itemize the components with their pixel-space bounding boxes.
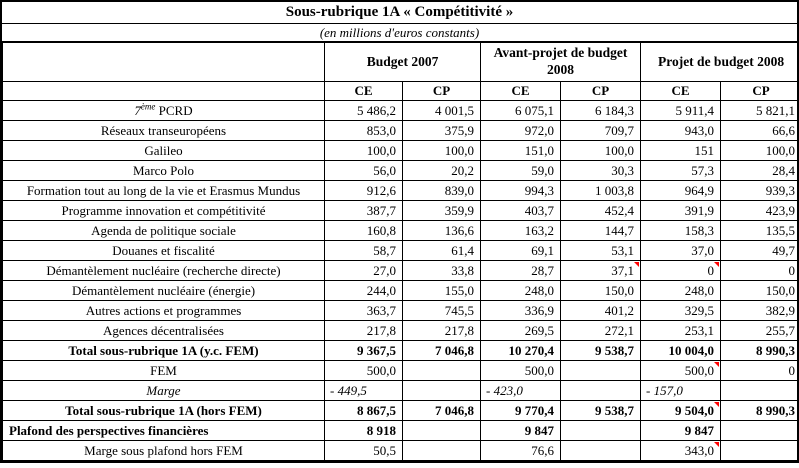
row-label: Programme innovation et compétitivité — [3, 201, 325, 221]
value-cell: - 157,0 — [641, 381, 721, 401]
value-cell: 9 538,7 — [561, 401, 641, 421]
value-cell: 0 — [641, 261, 721, 281]
value-cell: 9 847 — [481, 421, 561, 441]
value-cell — [561, 361, 641, 381]
value-cell — [403, 421, 481, 441]
value-cell: 7 046,8 — [403, 341, 481, 361]
row-label: Réseaux transeuropéens — [3, 121, 325, 141]
table-subtitle: (en millions d'euros constants) — [2, 24, 797, 42]
value-cell: 839,0 — [403, 181, 481, 201]
value-cell: 8 990,3 — [721, 401, 799, 421]
value-cell: 100,0 — [403, 141, 481, 161]
value-cell: 0 — [721, 261, 799, 281]
value-cell: 150,0 — [721, 281, 799, 301]
value-cell: 272,1 — [561, 321, 641, 341]
value-cell: 37,0 — [641, 241, 721, 261]
row-label: Galileo — [3, 141, 325, 161]
value-cell: 248,0 — [481, 281, 561, 301]
value-cell: 382,9 — [721, 301, 799, 321]
row-label: Marge sous plafond hors FEM — [3, 441, 325, 461]
value-cell: 100,0 — [721, 141, 799, 161]
value-cell: 253,1 — [641, 321, 721, 341]
table-row — [3, 261, 799, 281]
row-label: Formation tout au long de la vie et Erasmus Mundus — [3, 181, 325, 201]
value-cell: 66,6 — [721, 121, 799, 141]
value-cell — [561, 441, 641, 461]
row-label: Démantèlement nucléaire (recherche directe) — [3, 261, 325, 281]
value-cell: 160,8 — [325, 221, 403, 241]
value-cell: 28,4 — [721, 161, 799, 181]
table-row — [3, 321, 799, 341]
value-cell: 500,0 — [481, 361, 561, 381]
value-cell: 329,5 — [641, 301, 721, 321]
value-cell: 9 367,5 — [325, 341, 403, 361]
value-cell — [561, 421, 641, 441]
value-cell: 10 004,0 — [641, 341, 721, 361]
col-header-ce-budget: CE — [325, 82, 403, 101]
table-header — [3, 43, 799, 101]
value-cell: 217,8 — [325, 321, 403, 341]
value-cell: 964,9 — [641, 181, 721, 201]
row-label: Agences décentralisées — [3, 321, 325, 341]
table-row — [3, 381, 799, 401]
table-row — [3, 141, 799, 161]
value-cell: 135,5 — [721, 221, 799, 241]
table-row — [3, 301, 799, 321]
value-cell: 100,0 — [325, 141, 403, 161]
table-row — [3, 181, 799, 201]
value-cell — [721, 421, 799, 441]
value-cell: 912,6 — [325, 181, 403, 201]
value-cell: 58,7 — [325, 241, 403, 261]
value-cell: 20,2 — [403, 161, 481, 181]
value-cell: 151 — [641, 141, 721, 161]
value-cell — [403, 441, 481, 461]
value-cell — [403, 381, 481, 401]
value-cell: 6 184,3 — [561, 101, 641, 121]
value-cell: 343,0 — [641, 441, 721, 461]
value-cell: 76,6 — [481, 441, 561, 461]
table-body — [3, 101, 799, 461]
value-cell: 269,5 — [481, 321, 561, 341]
table-row — [3, 121, 799, 141]
value-cell: 8 918 — [325, 421, 403, 441]
value-cell: 336,9 — [481, 301, 561, 321]
value-cell: 1 003,8 — [561, 181, 641, 201]
value-cell: 853,0 — [325, 121, 403, 141]
corner-cell-2 — [3, 82, 325, 101]
value-cell: 57,3 — [641, 161, 721, 181]
value-cell: 375,9 — [403, 121, 481, 141]
value-cell: 745,5 — [403, 301, 481, 321]
value-cell: 10 270,4 — [481, 341, 561, 361]
value-cell: 452,4 — [561, 201, 641, 221]
col-header-ce-avant-projet: CE — [481, 82, 561, 101]
value-cell: 403,7 — [481, 201, 561, 221]
value-cell: 136,6 — [403, 221, 481, 241]
value-cell: 69,1 — [481, 241, 561, 261]
value-cell: 100,0 — [561, 141, 641, 161]
value-cell: 49,7 — [721, 241, 799, 261]
value-cell: 150,0 — [561, 281, 641, 301]
table-row — [3, 341, 799, 361]
value-cell: 972,0 — [481, 121, 561, 141]
col-header-cp-budget: CP — [403, 82, 481, 101]
value-cell: 9 504,0 — [641, 401, 721, 421]
value-cell: 391,9 — [641, 201, 721, 221]
table-row — [3, 421, 799, 441]
value-cell: 27,0 — [325, 261, 403, 281]
row-label: Total sous-rubrique 1A (hors FEM) — [3, 401, 325, 421]
value-cell: 500,0 — [641, 361, 721, 381]
row-label: Agenda de politique sociale — [3, 221, 325, 241]
budget-table — [2, 42, 799, 461]
value-cell: 53,1 — [561, 241, 641, 261]
value-cell: 217,8 — [403, 321, 481, 341]
value-cell: 4 001,5 — [403, 101, 481, 121]
table-row — [3, 441, 799, 461]
value-cell: 943,0 — [641, 121, 721, 141]
table-row — [3, 161, 799, 181]
value-cell: 7 046,8 — [403, 401, 481, 421]
value-cell: 9 538,7 — [561, 341, 641, 361]
value-cell: 5 911,4 — [641, 101, 721, 121]
corner-cell — [3, 43, 325, 82]
value-cell: 33,8 — [403, 261, 481, 281]
value-cell: 56,0 — [325, 161, 403, 181]
table-row — [3, 281, 799, 301]
table-row — [3, 241, 799, 261]
group-header-budget-2007: Budget 2007 — [325, 43, 481, 82]
value-cell: 5 486,2 — [325, 101, 403, 121]
row-label: 7ème PCRD — [3, 101, 325, 121]
value-cell: 994,3 — [481, 181, 561, 201]
value-cell: 709,7 — [561, 121, 641, 141]
table-row — [3, 101, 799, 121]
value-cell: 359,9 — [403, 201, 481, 221]
row-label: Autres actions et programmes — [3, 301, 325, 321]
value-cell: 0 — [721, 361, 799, 381]
col-header-cp-projet: CP — [721, 82, 799, 101]
header-group-row — [3, 43, 799, 82]
value-cell: 6 075,1 — [481, 101, 561, 121]
value-cell: 244,0 — [325, 281, 403, 301]
row-label: Marge — [3, 381, 325, 401]
value-cell: 401,2 — [561, 301, 641, 321]
value-cell: - 423,0 — [481, 381, 561, 401]
value-cell: 9 770,4 — [481, 401, 561, 421]
value-cell: 248,0 — [641, 281, 721, 301]
value-cell — [403, 361, 481, 381]
value-cell: 144,7 — [561, 221, 641, 241]
col-header-cp-avant-projet: CP — [561, 82, 641, 101]
value-cell: 255,7 — [721, 321, 799, 341]
value-cell: 363,7 — [325, 301, 403, 321]
value-cell: 158,3 — [641, 221, 721, 241]
table-row — [3, 201, 799, 221]
value-cell: 387,7 — [325, 201, 403, 221]
value-cell: 163,2 — [481, 221, 561, 241]
value-cell — [561, 381, 641, 401]
row-label: Marco Polo — [3, 161, 325, 181]
row-label: Douanes et fiscalité — [3, 241, 325, 261]
col-header-ce-projet: CE — [641, 82, 721, 101]
row-label: Plafond des perspectives financières — [3, 421, 325, 441]
row-label: Démantèlement nucléaire (énergie) — [3, 281, 325, 301]
value-cell: 59,0 — [481, 161, 561, 181]
table-row — [3, 401, 799, 421]
value-cell: 423,9 — [721, 201, 799, 221]
value-cell: 30,3 — [561, 161, 641, 181]
value-cell: - 449,5 — [325, 381, 403, 401]
row-label: Total sous-rubrique 1A (y.c. FEM) — [3, 341, 325, 361]
group-header-avant-projet-2008: Avant-projet de budget 2008 — [481, 43, 641, 82]
row-label: FEM — [3, 361, 325, 381]
value-cell: 50,5 — [325, 441, 403, 461]
value-cell: 37,1 — [561, 261, 641, 281]
group-header-projet-2008: Projet de budget 2008 — [641, 43, 799, 82]
header-subcol-row — [3, 82, 799, 101]
value-cell: 61,4 — [403, 241, 481, 261]
table-row — [3, 361, 799, 381]
value-cell: 5 821,1 — [721, 101, 799, 121]
table-title: Sous-rubrique 1A « Compétitivité » — [2, 2, 797, 24]
value-cell: 8 990,3 — [721, 341, 799, 361]
value-cell: 28,7 — [481, 261, 561, 281]
value-cell: 500,0 — [325, 361, 403, 381]
value-cell: 151,0 — [481, 141, 561, 161]
value-cell — [721, 381, 799, 401]
value-cell: 8 867,5 — [325, 401, 403, 421]
table-row — [3, 221, 799, 241]
value-cell: 939,3 — [721, 181, 799, 201]
value-cell: 155,0 — [403, 281, 481, 301]
value-cell — [721, 441, 799, 461]
value-cell: 9 847 — [641, 421, 721, 441]
